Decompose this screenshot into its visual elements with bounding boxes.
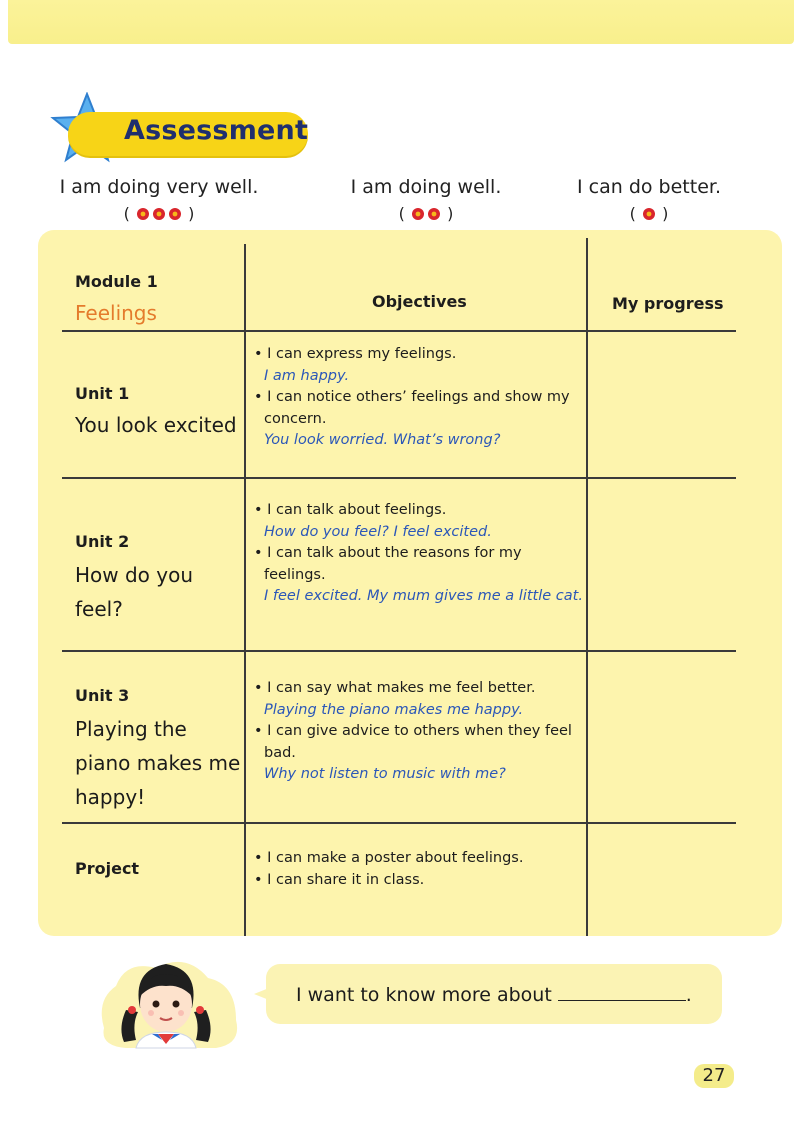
rating-label: I am doing very well. xyxy=(59,176,259,198)
flower-icon xyxy=(642,206,656,220)
flower-icon xyxy=(411,206,425,220)
objective-item: • I can notice others’ feelings and show my concern. xyxy=(254,389,570,427)
unit-label: Unit 3 xyxy=(75,686,130,705)
objectives-list xyxy=(254,500,584,608)
module-name: Feelings xyxy=(75,301,157,325)
assessment-banner xyxy=(68,112,308,156)
paren-close: ) xyxy=(188,204,195,223)
rating-flowers xyxy=(566,204,732,223)
page-number: 27 xyxy=(694,1064,734,1088)
speech-bubble xyxy=(266,964,722,1024)
objective-example: Why not listen to music with me? xyxy=(264,766,506,782)
unit-label: Project xyxy=(75,859,140,878)
rating-label: I am doing well. xyxy=(350,176,502,198)
unit-name: How do you feel? xyxy=(75,563,194,621)
objective-item: • I can say what makes me feel better. xyxy=(254,680,536,696)
objective-example: You look worried. What’s wrong? xyxy=(264,432,501,448)
objective-item: • I can give advice to others when they feel bad. xyxy=(254,723,572,761)
divider xyxy=(62,477,736,479)
divider xyxy=(62,330,736,332)
objective-item: • I can talk about feelings. xyxy=(254,502,447,518)
objective-item: • I can share it in class. xyxy=(254,871,425,888)
unit-name: You look excited xyxy=(75,413,237,437)
rating-well xyxy=(336,176,516,223)
divider xyxy=(62,822,736,824)
objective-item: • I can express my feelings. xyxy=(254,346,457,362)
objectives-list xyxy=(254,678,584,786)
objective-example: Playing the piano makes me happy. xyxy=(264,701,524,718)
flower-icon xyxy=(168,206,182,220)
speech-prefix: I want to know more about xyxy=(296,984,552,1006)
speech-text xyxy=(296,982,692,1006)
divider xyxy=(586,238,588,936)
paren-close: ) xyxy=(662,204,669,223)
paren-open: ( xyxy=(123,204,130,223)
objective-item: • I can make a poster about feelings. xyxy=(254,850,524,866)
paren-open: ( xyxy=(398,204,405,223)
unit-label: Unit 1 xyxy=(75,384,130,403)
rating-better xyxy=(566,176,732,223)
divider xyxy=(244,244,246,936)
top-color-band xyxy=(8,0,794,44)
objectives-list xyxy=(254,848,584,891)
speech-suffix: . xyxy=(685,984,692,1006)
rating-very-well xyxy=(54,176,264,223)
flower-icon xyxy=(152,206,166,220)
divider xyxy=(62,650,736,652)
objectives-list xyxy=(254,344,584,452)
objective-item: • I can talk about the reasons for my feelings. xyxy=(254,545,522,583)
ratings-legend xyxy=(0,176,800,226)
section-title: Assessment xyxy=(124,115,309,146)
objective-example: I feel excited. My mum gives me a little cat. xyxy=(264,588,583,604)
rating-flowers xyxy=(54,204,264,223)
answer-blank[interactable] xyxy=(558,982,686,1001)
girl-illustration xyxy=(96,940,246,1050)
rating-label: I can do better. xyxy=(577,176,721,198)
paren-close: ) xyxy=(447,204,454,223)
objective-example: I am happy. xyxy=(264,367,350,384)
unit-label: Unit 2 xyxy=(75,532,130,551)
flower-icon xyxy=(427,206,441,220)
paren-open: ( xyxy=(629,204,636,223)
progress-header: My progress xyxy=(612,294,724,313)
objectives-header: Objectives xyxy=(372,292,467,311)
rating-flowers xyxy=(336,204,516,223)
module-label: Module 1 xyxy=(75,272,158,291)
objective-example: How do you feel? I feel excited. xyxy=(264,523,492,540)
unit-name: Playing the piano makes me happy! xyxy=(75,717,241,809)
flower-icon xyxy=(136,206,150,220)
